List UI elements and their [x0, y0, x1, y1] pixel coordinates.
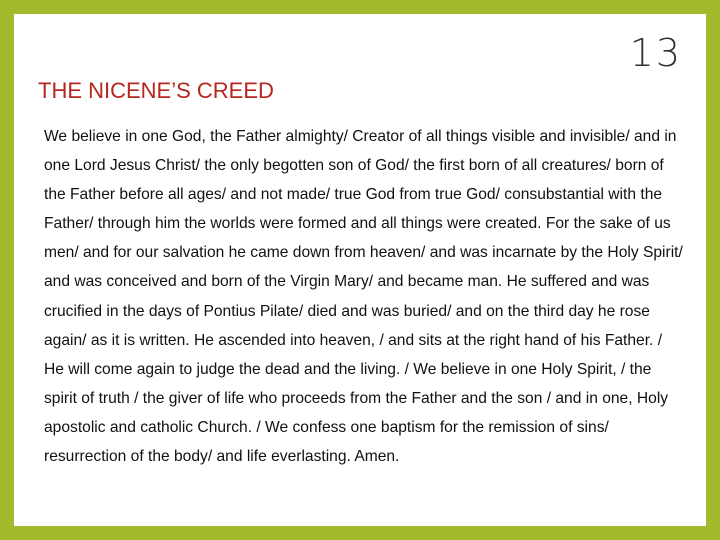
slide-content — [14, 14, 706, 526]
page-number: 13 — [629, 31, 682, 75]
creed-text: We believe in one God, the Father almighty/ Creator of all things visible and invisible/ and in one Lord Jesus Christ/ the only begotten son of God/ the first born of all creatures/ born of the Father before all ages/ and not made/ true God from true God/ consubstantial with the Father/ through him the worlds were formed and all things were created. For the sake of us men/ and for our salvation he came down from heaven/ and was incarnate by the Holy Spirit/ and was conceived and born of the Virgin Mary/ and became man. He suffered and was crucified in the days of Pontius Pilate/ died and was buried/ and on the third day he rose again/ as it is written. He ascended into heaven, / and sits at the right hand of his Father. / He will come again to judge the dead and the living. / We believe in one Holy Spirit, / the spirit of truth / the giver of life who proceeds from the Father and the son / and in one, Holy apostolic and catholic Church. / We confess one baptism for the remission of sins/ resurrection of the body/ and life everlasting. Amen. — [44, 128, 683, 466]
slide-title: THE NICENE’S CREED — [38, 78, 274, 103]
